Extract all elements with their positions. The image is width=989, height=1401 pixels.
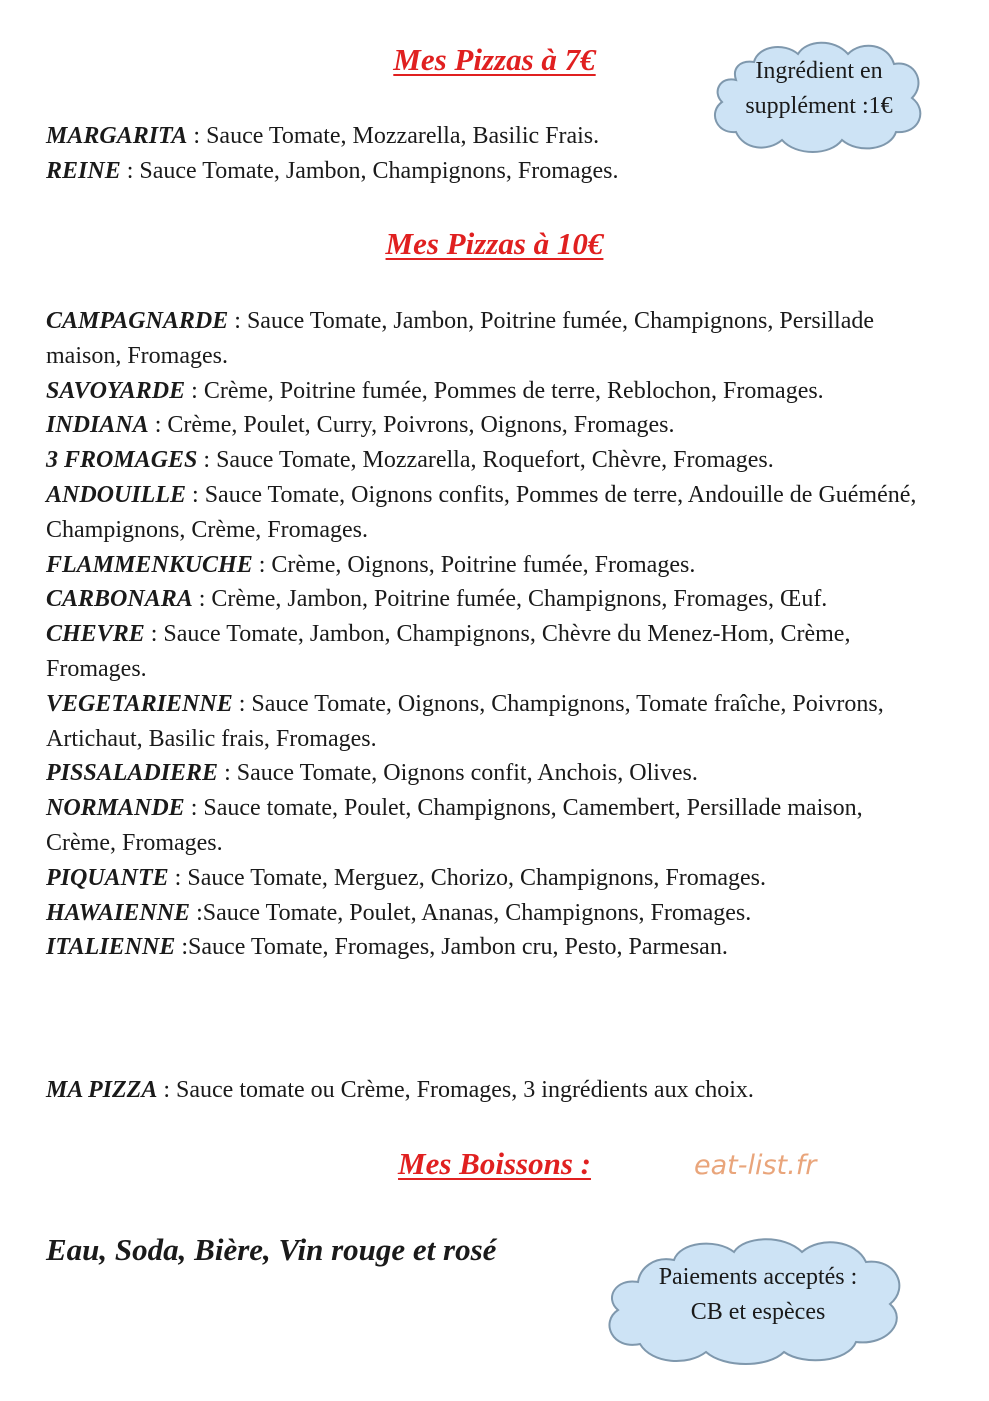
pizza-list-7 bbox=[46, 119, 926, 189]
payment-line2: CB et espèces bbox=[690, 1299, 826, 1325]
pizza-ingredients: Crème, Poitrine fumée, Pommes de terre, Reblochon, Fromages. bbox=[203, 377, 824, 404]
pizza-name: FLAMMENKUCHE bbox=[46, 551, 253, 578]
separator: : bbox=[187, 123, 207, 149]
menu-item bbox=[46, 548, 918, 583]
menu-item bbox=[46, 617, 918, 687]
section-title-boissons: Mes Boissons : bbox=[398, 1146, 591, 1181]
separator: : bbox=[228, 308, 247, 334]
pizza-ingredients: Sauce Tomate, Oignons confits, Pommes de terre, Andouille de Guéméné, Champignons, Crème, Fromages. bbox=[46, 481, 917, 543]
pizza-list-10 bbox=[46, 304, 918, 965]
pizza-name: PIQUANTE bbox=[46, 864, 169, 891]
menu-item bbox=[46, 861, 918, 896]
separator: : bbox=[168, 864, 188, 891]
pizza-name: MA PIZZA bbox=[46, 1077, 158, 1103]
drinks-list: Eau, Soda, Bière, Vin rouge et rosé bbox=[46, 1232, 497, 1267]
pizza-ingredients: Crème, Oignons, Poitrine fumée, Fromages. bbox=[271, 551, 696, 578]
separator: : bbox=[120, 157, 140, 184]
separator: : bbox=[192, 586, 212, 613]
section-title-pizzas-7: Mes Pizzas à 7€ bbox=[393, 42, 596, 77]
pizza-ingredients: Sauce tomate, Poulet, Champignons, Camembert, Persillade maison, Crème, Fromages. bbox=[46, 795, 863, 856]
menu-item bbox=[46, 756, 918, 791]
pizza-name: CHEVRE bbox=[46, 621, 145, 648]
pizza-ingredients: Sauce Tomate, Mozzarella, Basilic Frais. bbox=[206, 123, 600, 149]
separator: : bbox=[157, 1077, 177, 1103]
menu-item bbox=[46, 119, 926, 154]
menu-item bbox=[46, 687, 918, 757]
menu-item bbox=[46, 443, 918, 478]
menu-item bbox=[46, 478, 918, 548]
pizza-name: 3 FROMAGES bbox=[46, 447, 198, 474]
pizza-ingredients: Sauce Tomate, Oignons confit, Anchois, Olives. bbox=[236, 760, 698, 787]
separator: : bbox=[190, 899, 203, 926]
pizza-name: CAMPAGNARDE bbox=[46, 308, 229, 334]
supplement-line2: supplément :1€ bbox=[745, 93, 893, 119]
pizza-ingredients: Sauce Tomate, Jambon, Poitrine fumée, Champignons, Persillade maison, Fromages. bbox=[46, 308, 875, 369]
pizza-name: SAVOYARDE bbox=[46, 377, 186, 404]
pizza-ingredients: Crème, Poulet, Curry, Poivrons, Oignons, Fromages. bbox=[167, 412, 675, 439]
pizza-name: INDIANA bbox=[46, 412, 149, 439]
separator: : bbox=[185, 377, 204, 404]
pizza-name: NORMANDE bbox=[46, 795, 185, 822]
pizza-name: PISSALADIERE bbox=[46, 760, 219, 787]
pizza-name: ITALIENNE bbox=[46, 934, 176, 961]
custom-pizza bbox=[46, 1073, 926, 1108]
menu-item bbox=[46, 582, 918, 617]
menu-item bbox=[46, 304, 918, 374]
section-title-pizzas-10: Mes Pizzas à 10€ bbox=[385, 226, 604, 261]
watermark: eat-list.fr bbox=[694, 1150, 817, 1181]
payment-line1: Paiements acceptés : bbox=[658, 1264, 858, 1290]
separator: : bbox=[186, 481, 205, 508]
menu-item bbox=[46, 374, 918, 409]
separator: : bbox=[144, 621, 164, 648]
pizza-name: ANDOUILLE bbox=[46, 481, 187, 508]
menu-item bbox=[46, 408, 918, 443]
menu-item bbox=[46, 930, 918, 965]
pizza-ingredients: Sauce tomate ou Crème, Fromages, 3 ingrédients aux choix. bbox=[176, 1077, 754, 1103]
pizza-ingredients: Sauce Tomate, Jambon, Champignons, Fromages. bbox=[139, 157, 619, 184]
menu-item bbox=[46, 154, 926, 189]
pizza-name: CARBONARA bbox=[46, 586, 193, 613]
separator: : bbox=[184, 795, 204, 822]
separator: : bbox=[148, 412, 168, 439]
pizza-ingredients: Sauce Tomate, Jambon, Champignons, Chèvre du Menez-Hom, Crème, Fromages. bbox=[46, 621, 851, 682]
pizza-name: REINE bbox=[46, 157, 121, 184]
pizza-name: MARGARITA bbox=[46, 123, 188, 149]
pizza-ingredients: Sauce Tomate, Poulet, Ananas, Champignons, Fromages. bbox=[202, 899, 752, 926]
pizza-name: HAWAIENNE bbox=[46, 899, 191, 926]
separator: : bbox=[218, 760, 237, 787]
pizza-name: VEGETARIENNE bbox=[46, 690, 233, 717]
separator: : bbox=[232, 690, 252, 717]
menu-item bbox=[46, 791, 918, 861]
menu-item bbox=[46, 896, 918, 931]
separator: : bbox=[197, 447, 217, 474]
supplement-line1: Ingrédient en bbox=[755, 58, 883, 84]
pizza-ingredients: Sauce Tomate, Fromages, Jambon cru, Pesto, Parmesan. bbox=[188, 934, 728, 961]
pizza-ingredients: Sauce Tomate, Mozzarella, Roquefort, Chèvre, Fromages. bbox=[216, 447, 774, 474]
pizza-ingredients: Sauce Tomate, Oignons, Champignons, Tomate fraîche, Poivrons, Artichaut, Basilic frais, Fromages. bbox=[46, 690, 884, 752]
pizza-ingredients: Sauce Tomate, Merguez, Chorizo, Champignons, Fromages. bbox=[187, 864, 767, 891]
separator: : bbox=[252, 551, 272, 578]
menu-item bbox=[46, 1073, 926, 1108]
payment-cloud bbox=[598, 1230, 918, 1370]
separator: : bbox=[175, 934, 189, 961]
pizza-ingredients: Crème, Jambon, Poitrine fumée, Champignons, Fromages, Œuf. bbox=[211, 586, 828, 613]
